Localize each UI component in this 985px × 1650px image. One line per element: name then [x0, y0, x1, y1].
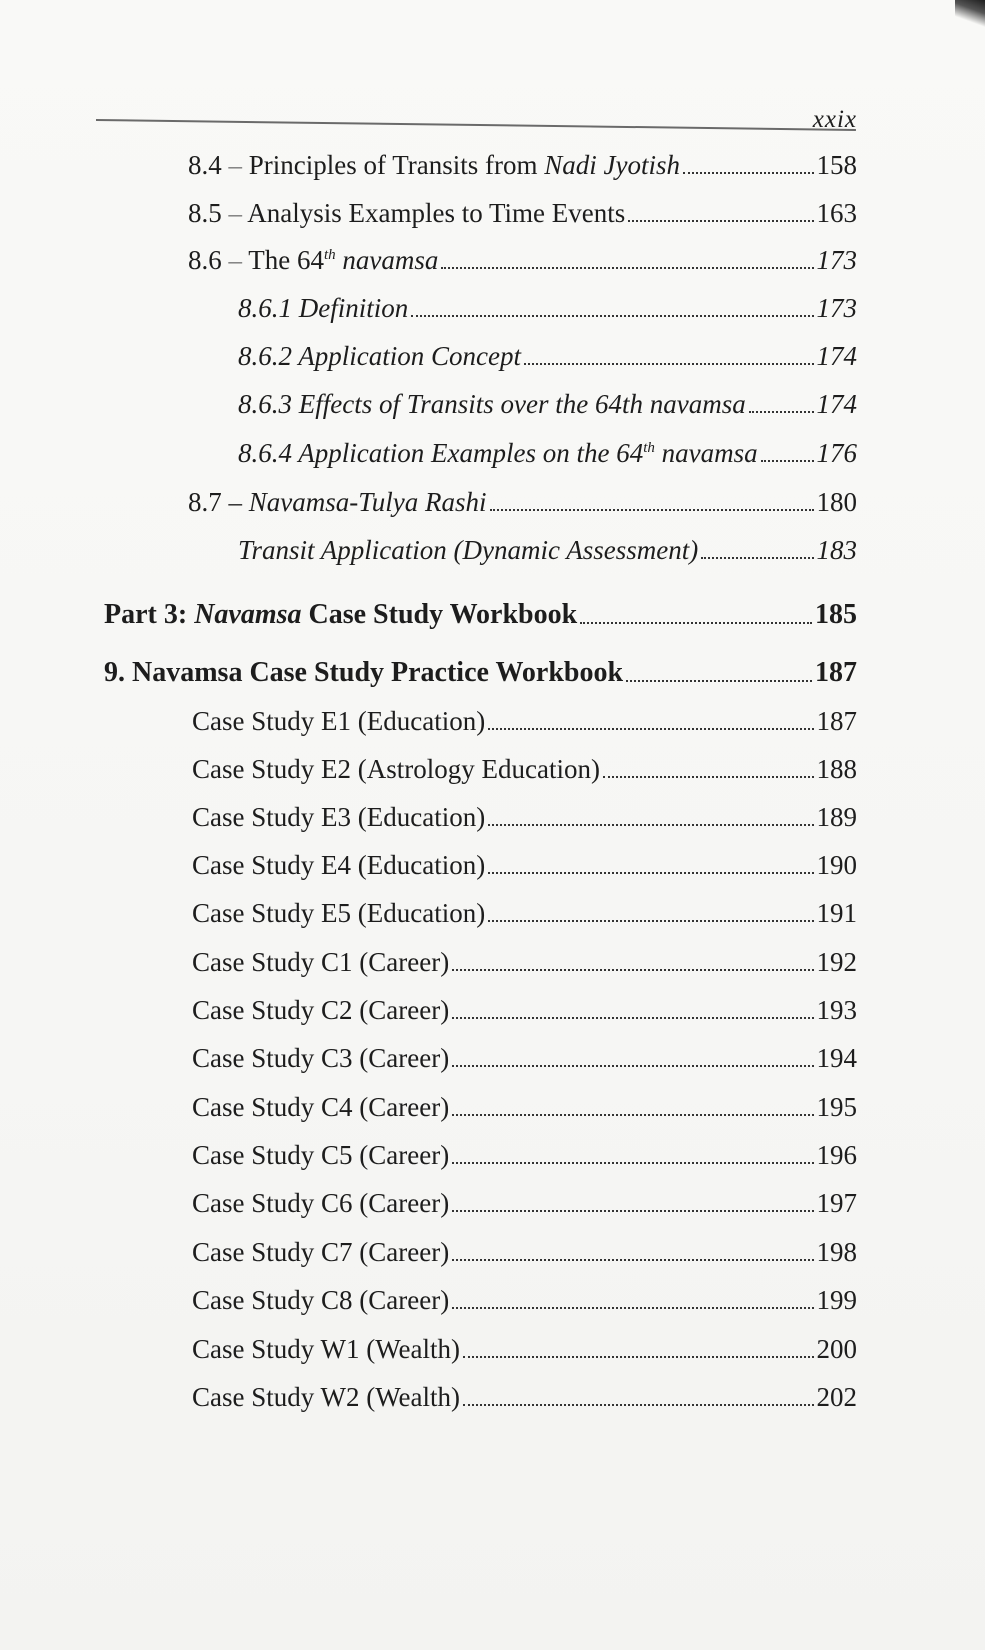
leader-dots [452, 1065, 813, 1067]
leader-dots [524, 363, 814, 365]
page-corner-shadow [955, 0, 985, 28]
page-ref: 200 [816, 1334, 857, 1364]
page-ref: 191 [816, 898, 857, 928]
separator: – [228, 245, 242, 275]
section-number: 8.7 [188, 487, 222, 517]
leader-dots [452, 969, 813, 971]
case-title: Case Study E5 (Education) [192, 898, 486, 928]
part-prefix: Part 3: [104, 599, 195, 630]
subsection-title: 8.6.4 Application Examples on the 64 [238, 438, 644, 468]
case-title: Case Study C1 (Career) [192, 947, 450, 977]
subsection-title-tail: navamsa [654, 438, 758, 468]
page-ref: 189 [816, 802, 857, 832]
toc-entry-case-w1[interactable] [192, 1332, 857, 1366]
case-title: Case Study C4 (Career) [192, 1092, 450, 1122]
toc-entry-8-5[interactable] [188, 196, 857, 230]
leader-dots [626, 680, 812, 682]
page-ref: 174 [816, 389, 857, 419]
subsection-title: 8.6.2 Application Concept [238, 341, 521, 371]
toc-entry-case-e4[interactable] [192, 848, 857, 882]
leader-dots [452, 1114, 813, 1116]
toc-entry-case-w2[interactable] [192, 1380, 857, 1414]
section-number: 8.5 [188, 198, 222, 228]
toc-entry-8-6[interactable] [188, 243, 857, 277]
leader-dots [463, 1356, 813, 1358]
toc-entry-case-c1[interactable] [192, 945, 857, 979]
leader-dots [488, 728, 813, 730]
leader-dots [452, 1017, 813, 1019]
superscript: th [324, 247, 336, 263]
section-number: 8.6 [188, 245, 222, 275]
leader-dots [488, 920, 813, 922]
part-title-italic: Navamsa [194, 599, 302, 630]
leader-dots [749, 411, 814, 413]
page-ref: 185 [815, 599, 857, 630]
toc-entry-case-c2[interactable] [192, 993, 857, 1027]
subsection-title: Transit Application (Dynamic Assessment) [238, 535, 699, 565]
header-rule [96, 119, 856, 131]
section-title: Navamsa-Tulya Rashi [248, 487, 487, 517]
separator: – [228, 487, 242, 517]
page-ref: 199 [816, 1285, 857, 1315]
toc-entry-case-c6[interactable] [192, 1186, 857, 1220]
page-ref: 202 [816, 1382, 857, 1412]
toc-entry-8-6-3[interactable] [238, 387, 857, 421]
leader-dots [490, 509, 814, 511]
leader-dots [603, 776, 814, 778]
toc-entry-case-e5[interactable] [192, 896, 857, 930]
page-ref: 187 [816, 706, 857, 736]
chapter-title: 9. Navamsa Case Study Practice Workbook [104, 657, 624, 688]
page-ref: 158 [816, 150, 857, 180]
case-title: Case Study C8 (Career) [192, 1285, 450, 1315]
toc-entry-case-c3[interactable] [192, 1041, 857, 1075]
part-title: Case Study Workbook [301, 599, 578, 630]
toc-entry-8-6-2[interactable] [238, 339, 857, 373]
page-ref: 193 [816, 995, 857, 1025]
page-ref: 173 [816, 245, 857, 275]
case-title: Case Study W2 (Wealth) [192, 1382, 461, 1412]
leader-dots [488, 824, 813, 826]
leader-dots [452, 1162, 813, 1164]
subsection-title: 8.6.1 Definition [238, 293, 409, 323]
toc-entry-8-6-1[interactable] [238, 291, 857, 325]
case-title: Case Study C5 (Career) [192, 1140, 450, 1170]
toc-entry-case-e3[interactable] [192, 800, 857, 834]
case-title: Case Study C7 (Career) [192, 1237, 450, 1267]
page-ref: 187 [815, 657, 857, 688]
page-ref: 195 [816, 1092, 857, 1122]
leader-dots [441, 267, 813, 269]
case-title: Case Study E4 (Education) [192, 850, 486, 880]
section-title: The 64 [248, 245, 324, 275]
subsection-title: 8.6.3 Effects of Transits over the 64th navamsa [238, 389, 746, 419]
page-ref: 183 [816, 535, 857, 565]
leader-dots [761, 460, 814, 462]
page-ref: 196 [816, 1140, 857, 1170]
page-ref: 163 [816, 198, 857, 228]
leader-dots [463, 1404, 813, 1406]
leader-dots [452, 1307, 813, 1309]
leader-dots [580, 622, 812, 624]
toc-entry-case-e2[interactable] [192, 752, 857, 786]
toc-entry-8-4[interactable] [188, 148, 857, 182]
separator: – [228, 150, 242, 180]
toc-entry-8-6-4[interactable] [238, 436, 857, 470]
leader-dots [452, 1259, 813, 1261]
page-ref: 174 [816, 341, 857, 371]
section-number: 8.4 [188, 150, 222, 180]
case-title: Case Study E2 (Astrology Education) [192, 754, 600, 784]
toc-entry-case-c7[interactable] [192, 1235, 857, 1269]
toc-entry-case-c8[interactable] [192, 1283, 857, 1317]
superscript: th [643, 440, 655, 456]
page-ref: 198 [816, 1237, 857, 1267]
leader-dots [628, 220, 813, 222]
page-ref: 176 [816, 438, 857, 468]
toc-entry-part-3[interactable] [104, 598, 857, 632]
page-number: xxix [812, 106, 857, 133]
case-title: Case Study C3 (Career) [192, 1043, 450, 1073]
toc-entry-case-e1[interactable] [192, 704, 857, 738]
leader-dots [701, 557, 813, 559]
page-ref: 194 [816, 1043, 857, 1073]
page-ref: 192 [816, 947, 857, 977]
page-ref: 173 [816, 293, 857, 323]
toc-entry-case-c4[interactable] [192, 1090, 857, 1124]
section-title: Principles of Transits from [248, 150, 545, 180]
toc-entry-transit-application[interactable] [238, 533, 857, 567]
section-title-italic: Nadi Jyotish [544, 150, 681, 180]
page-ref: 188 [816, 754, 857, 784]
case-title: Case Study E3 (Education) [192, 802, 486, 832]
case-title: Case Study C2 (Career) [192, 995, 450, 1025]
toc-entry-case-c5[interactable] [192, 1138, 857, 1172]
section-title-italic: navamsa [335, 245, 439, 275]
case-title: Case Study W1 (Wealth) [192, 1334, 461, 1364]
case-title: Case Study E1 (Education) [192, 706, 486, 736]
page-ref: 180 [816, 487, 857, 517]
leader-dots [488, 872, 813, 874]
page-ref: 197 [816, 1188, 857, 1218]
case-title: Case Study C6 (Career) [192, 1188, 450, 1218]
section-title: Analysis Examples to Time Events [247, 198, 626, 228]
leader-dots [683, 172, 813, 174]
page-ref: 190 [816, 850, 857, 880]
toc-entry-chapter-9[interactable] [104, 656, 857, 690]
leader-dots [452, 1210, 813, 1212]
leader-dots [411, 315, 813, 317]
toc-entry-8-7[interactable] [188, 485, 857, 519]
separator: – [228, 198, 242, 228]
